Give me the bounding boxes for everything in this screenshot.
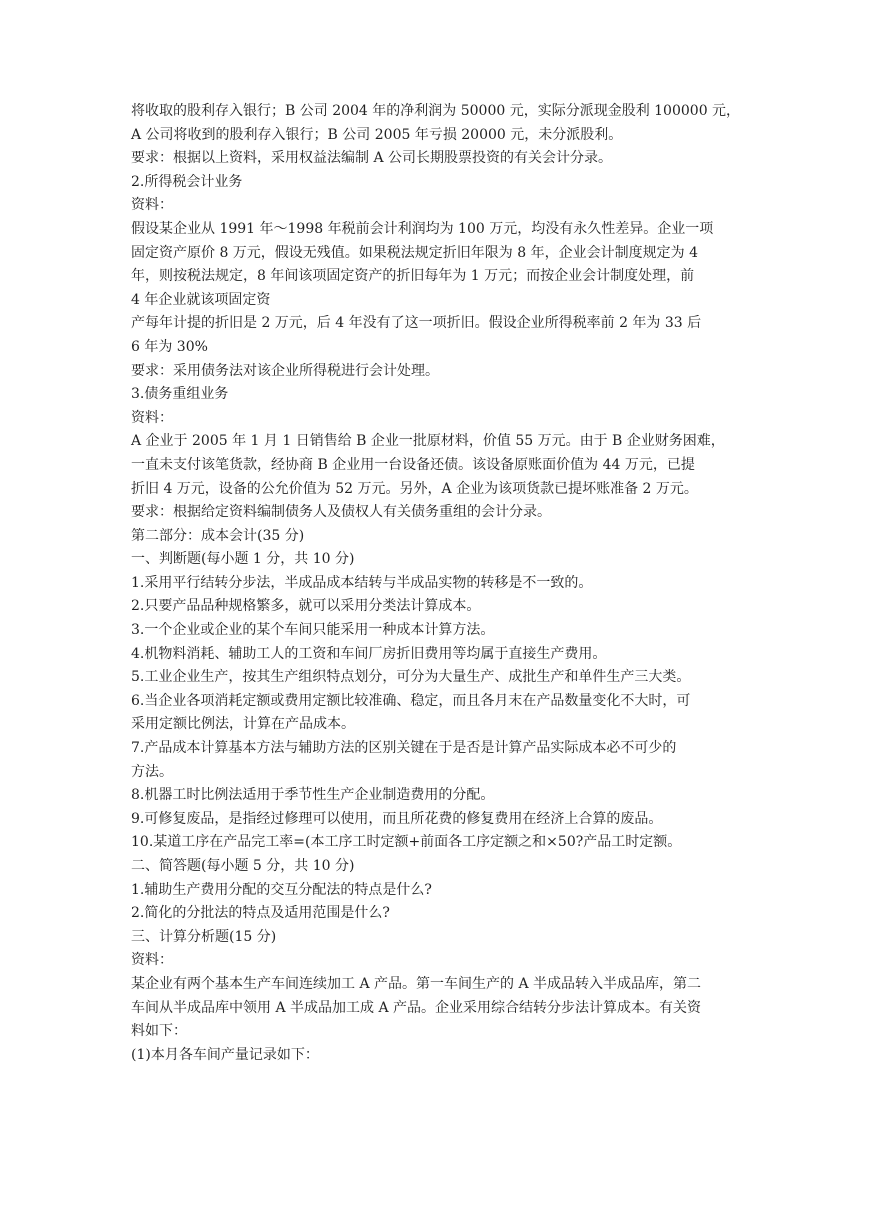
text-line: 一直未支付该笔货款，经协商 B 企业用一台设备还债。该设备原账面价值为 44 万元，已提 xyxy=(131,456,695,473)
text-line: 车间从半成品库中领用 A 半成品加工成 A 产品。企业采用综合结转分步法计算成本。有关资 xyxy=(131,999,702,1016)
list-item: 5.工业企业生产，按其生产组织特点划分，可分为大量生产、成批生产和单件生产三大类。 xyxy=(131,669,691,686)
text-line: 假设某企业从 1991 年～1998 年税前会计利润均为 100 万元，均没有永久性差异。企业一项 xyxy=(131,220,714,237)
text-line: 方法。 xyxy=(131,763,173,780)
list-item: 3.一个企业或企业的某个车间只能采用一种成本计算方法。 xyxy=(131,622,495,639)
text-line: 要求：根据以上资料，采用权益法编制 A 公司长期股票投资的有关会计分录。 xyxy=(131,150,613,167)
text-line: 料如下： xyxy=(131,1023,187,1040)
part-heading: 第二部分：成本会计(35 分) xyxy=(131,527,305,544)
list-item: 2.只要产品品种规格繁多，就可以采用分类法计算成本。 xyxy=(131,598,481,615)
text-line: 产每年计提的折旧是 2 万元，后 4 年没有了这一项折旧。假设企业所得税率前 2 年为 33 后 xyxy=(131,315,702,332)
text-line: 固定资产原价 8 万元，假设无残值。如果税法规定折旧年限为 8 年，企业会计制度规定为 4 xyxy=(131,244,698,261)
list-item: 1.采用平行结转分步法，半成品成本结转与半成品实物的转移是不一致的。 xyxy=(131,574,593,591)
list-item: 4.机物料消耗、辅助工人的工资和车间厂房折旧费用等均属于直接生产费用。 xyxy=(131,645,607,662)
text-line: 某企业有两个基本生产车间连续加工 A 产品。第一车间生产的 A 半成品转入半成品库，第二 xyxy=(131,975,702,992)
list-item: 10.某道工序在产品完工率=(本工序工时定额+前面各工序定额之和×50?产品工时定额。 xyxy=(131,834,682,851)
list-item: 1.辅助生产费用分配的交互分配法的特点是什么? xyxy=(131,881,432,898)
section-heading: 一、判断题(每小题 1 分，共 10 分) xyxy=(131,551,355,568)
text-line: 资料： xyxy=(131,952,173,969)
text-line: 要求：采用债务法对该企业所得税进行会计处理。 xyxy=(131,362,439,379)
section-heading: 3.债务重组业务 xyxy=(131,386,229,403)
text-line: 资料： xyxy=(131,409,173,426)
text-line: 要求：根据给定资料编制债务人及债权人有关债务重组的会计分录。 xyxy=(131,504,551,521)
text-line: A 企业于 2005 年 1 月 1 日销售给 B 企业一批原材料，价值 55 万元。由于 B 企业财务困难， xyxy=(131,433,725,450)
section-heading: 2.所得税会计业务 xyxy=(131,173,243,190)
document-page xyxy=(131,100,743,1067)
text-line: A 公司将收到的股利存入银行；B 公司 2005 年亏损 20000 元，未分派股利。 xyxy=(131,126,623,143)
list-item: 8.机器工时比例法适用于季节性生产企业制造费用的分配。 xyxy=(131,787,495,804)
list-item: 9.可修复废品，是指经过修理可以使用，而且所花费的修复费用在经济上合算的废品。 xyxy=(131,810,663,827)
section-heading: 二、简答题(每小题 5 分，共 10 分) xyxy=(131,858,355,874)
text-line: 将收取的股利存入银行；B 公司 2004 年的净利润为 50000 元，实际分派现金股利 100000 元， xyxy=(131,103,741,119)
list-item: 7.产品成本计算基本方法与辅助方法的区别关键在于是否是计算产品实际成本必不可少的 xyxy=(131,740,677,757)
text-line: 资料： xyxy=(131,197,173,214)
list-item: 6.当企业各项消耗定额或费用定额比较准确、稳定，而且各月末在产品数量变化不大时，可 xyxy=(131,692,691,709)
section-heading: 三、计算分析题(15 分) xyxy=(131,928,277,945)
text-line: 4 年企业就该项固定资 xyxy=(131,291,271,308)
text-line: 采用定额比例法，计算在产品成本。 xyxy=(131,716,355,733)
list-item: 2.简化的分批法的特点及适用范围是什么? xyxy=(131,905,390,922)
text-line: 年，则按税法规定，8 年间该项固定资产的折旧每年为 1 万元；而按企业会计制度处理，前 xyxy=(131,268,695,285)
text-line: 折旧 4 万元，设备的公允价值为 52 万元。另外，A 企业为该项货款已提坏账准备 2 万元。 xyxy=(131,480,698,497)
text-line: 6 年为 30% xyxy=(131,338,208,355)
text-line: (1)本月各车间产量记录如下： xyxy=(131,1046,319,1063)
